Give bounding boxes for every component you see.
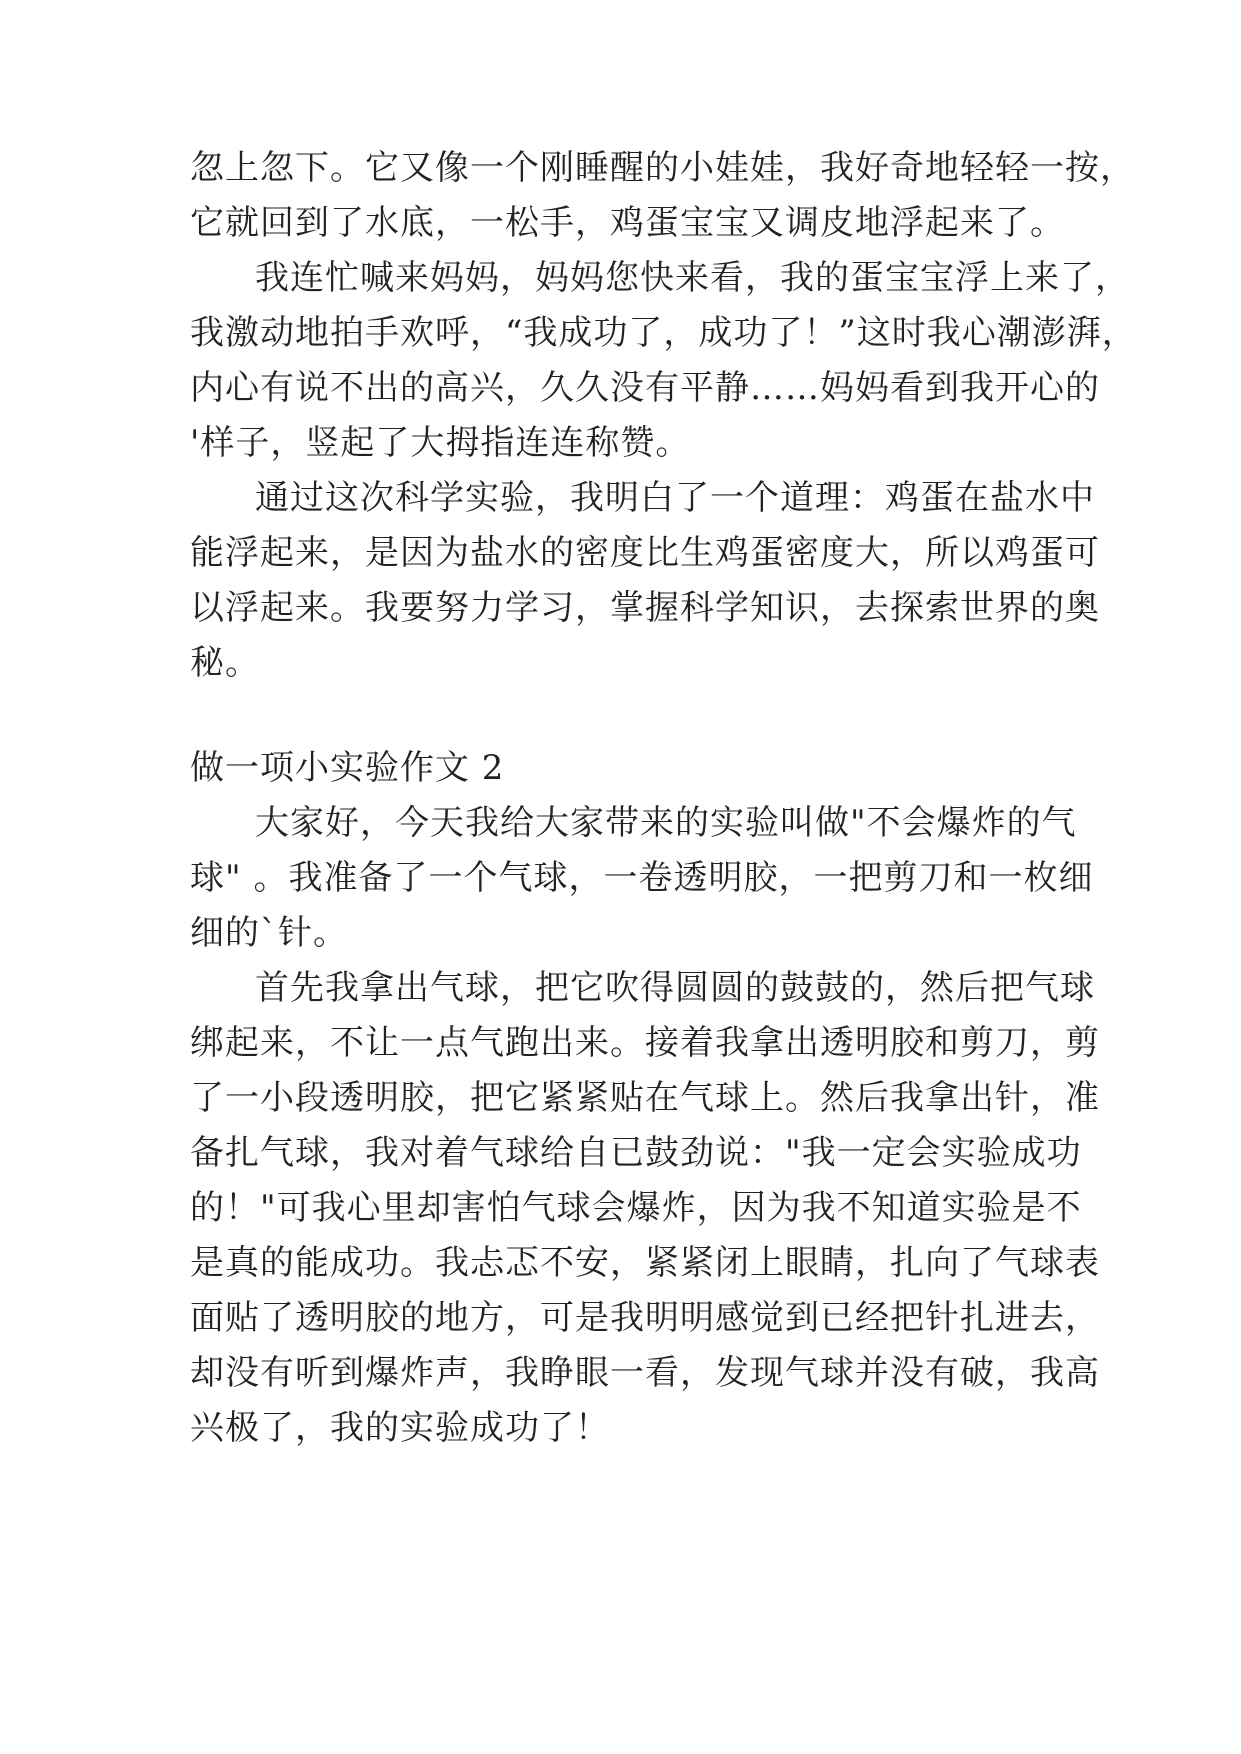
paragraph-first-line: 大家好，今天我给大家带来的实验叫做"不会爆炸的气 bbox=[255, 803, 1077, 843]
text-line: 兴极了，我的实验成功了！ bbox=[190, 1408, 610, 1448]
text-line: 忽上忽下。它又像一个刚睡醒的小娃娃，我好奇地轻轻一按， bbox=[190, 148, 1135, 188]
paragraph-first-line: 我连忙喊来妈妈，妈妈您快来看，我的蛋宝宝浮上来了， bbox=[255, 258, 1130, 298]
text-line: 秘。 bbox=[190, 643, 260, 683]
paragraph-first-line: 首先我拿出气球，把它吹得圆圆的鼓鼓的，然后把气球 bbox=[255, 968, 1095, 1008]
paragraph-first-line: 通过这次科学实验，我明白了一个道理：鸡蛋在盐水中 bbox=[255, 478, 1095, 518]
text-line: 以浮起来。我要努力学习，掌握科学知识，去探索世界的奥 bbox=[190, 588, 1100, 628]
text-line: 能浮起来，是因为盐水的密度比生鸡蛋密度大，所以鸡蛋可 bbox=[190, 533, 1100, 573]
text-line: 内心有说不出的高兴，久久没有平静……妈妈看到我开心的 bbox=[190, 368, 1100, 408]
text-line: 是真的能成功。我忐忑不安，紧紧闭上眼睛，扎向了气球表 bbox=[190, 1243, 1100, 1283]
text-line: 面贴了透明胶的地方，可是我明明感觉到已经把针扎进去， bbox=[190, 1298, 1100, 1338]
text-line: 却没有听到爆炸声，我睁眼一看，发现气球并没有破，我高 bbox=[190, 1353, 1100, 1393]
text-line: 备扎气球，我对着气球给自已鼓劲说："我一定会实验成功 bbox=[190, 1133, 1082, 1173]
section-heading: 做一项小实验作文 2 bbox=[190, 748, 505, 788]
text-line: 我激动地拍手欢呼，“我成功了，成功了！”这时我心潮澎湃， bbox=[190, 313, 1137, 353]
text-line: 细的`针。 bbox=[190, 913, 348, 953]
text-line: 的！"可我心里却害怕气球会爆炸，因为我不知道实验是不 bbox=[190, 1188, 1082, 1228]
text-line: 了一小段透明胶，把它紧紧贴在气球上。然后我拿出针，准 bbox=[190, 1078, 1100, 1118]
text-line: '样子，竖起了大拇指连连称赞。 bbox=[190, 423, 691, 463]
text-line: 球" 。我准备了一个气球，一卷透明胶，一把剪刀和一枚细 bbox=[190, 858, 1094, 898]
text-line: 它就回到了水底，一松手，鸡蛋宝宝又调皮地浮起来了。 bbox=[190, 203, 1065, 243]
text-line: 绑起来，不让一点气跑出来。接着我拿出透明胶和剪刀，剪 bbox=[190, 1023, 1100, 1063]
